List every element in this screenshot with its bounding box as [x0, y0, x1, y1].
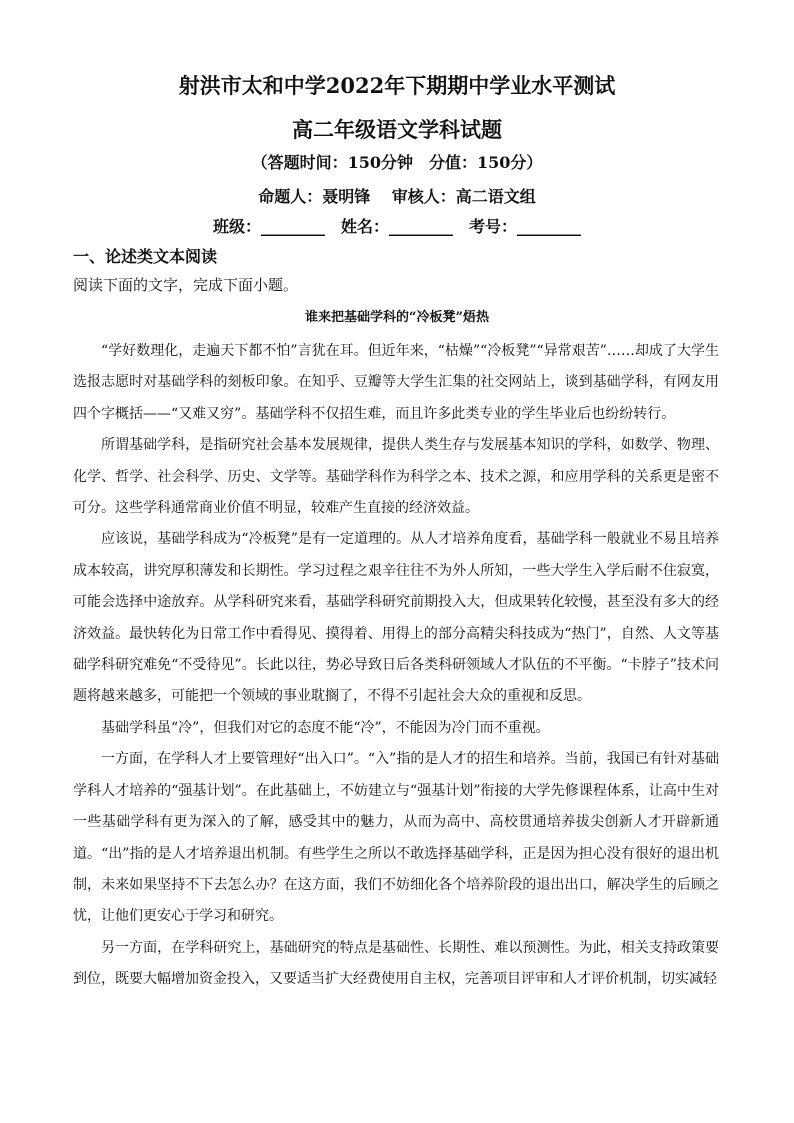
student-info-fields: 班级：________ 姓名：________ 考号：________ [212, 217, 581, 236]
article-paragraph: 基础学科虽“冷”，但我们对它的态度不能“冷”，不能因为冷门而不重视。 [101, 719, 550, 736]
authors-line: 命题人：聂明锋 审核人：高二语文组 [258, 187, 536, 206]
school-exam-title: 射洪市太和中学2022年下期期中学业水平测试 [178, 73, 616, 98]
article-title: 谁来把基础学科的“冷板凳”焐热 [305, 310, 489, 325]
article-body [73, 336, 719, 996]
article-paragraph: “学好数理化，走遍天下都不怕”言犹在耳。但近年来，“枯燥”“冷板凳”“异常艰苦”……却成了大学生选报志愿时对基础学科的刻板印象。在知乎、豆瓣等大学生汇集的社交网站上，谈到基础学科，有网友用四个字概括——“又难又穷”。基础学科不仅招生难，而且许多此类专业的学生毕业后也纷纷转行。 [73, 343, 719, 422]
section-heading: 一、论述类文本阅读 [73, 247, 218, 266]
article-paragraph: 所谓基础学科，是指研究社会基本发展规律，提供人类生存与发展基本知识的学科，如数学、物理、化学、哲学、社会科学、历史、文学等。基础学科作为科学之本、技术之源，和应用学科的关系更是密不可分。这些学科通常商业价值不明显，较难产生直接的经济效益。 [73, 437, 719, 517]
article-paragraph: 应该说，基础学科成为“冷板凳”是有一定道理的。从人才培养角度看，基础学科一般就业不易且培养成本较高，讲究厚积薄发和长期性。学习过程之艰辛往往不为外人所知，一些大学生入学后耐不住寂寞，可能会选择中途放弃。从学科研究来看，基础学科研究前期投入大，但成果转化较慢，甚至没有多大的经济效益。最快转化为日常工作中看得见、摸得着、用得上的部分高精尖科技成为“热门”，自然、人文等基础学科研究难免“不受待见”。长此以往，势必导致日后各类科研领域人才队伍的不平衡。“卡脖子”技术问题将越来越多，可能把一个领域的事业耽搁了，不得不引起社会大众的重视和反思。 [73, 531, 719, 705]
exam-subject-title: 高二年级语文学科试题 [292, 117, 502, 142]
reading-instruction: 阅读下面的文字，完成下面小题。 [73, 276, 299, 294]
article-paragraph: 一方面，在学科人才上要管理好“出入口”。“入”指的是人才的招生和培养。当前，我国已有针对基础学科人才培养的“强基计划”。在此基础上，不妨建立与“强基计划”衔接的大学先修课程体系，让高中生对一些基础学科有更为深入的了解，感受其中的魅力，从而为高中、高校贯通培养拔尖创新人才开辟新通道。“出”指的是人才培养退出机制。有些学生之所以不敢选择基础学科，正是因为担心没有很好的退出机制，未来如果坚持不下去怎么办？在这方面，我们不妨细化各个培养阶段的退出出口，解决学生的后顾之忧，让他们更安心于学习和研究。 [73, 751, 719, 925]
article-paragraph: 另一方面，在学科研究上，基础研究的特点是基础性、长期性、难以预测性。为此，相关支持政策要到位，既要大幅增加资金投入，又要适当扩大经费使用自主权，完善项目评审和人才评价机制，切实减轻 [73, 939, 719, 988]
time-score-line: （答题时间：150分钟 分值：150分） [251, 153, 543, 172]
